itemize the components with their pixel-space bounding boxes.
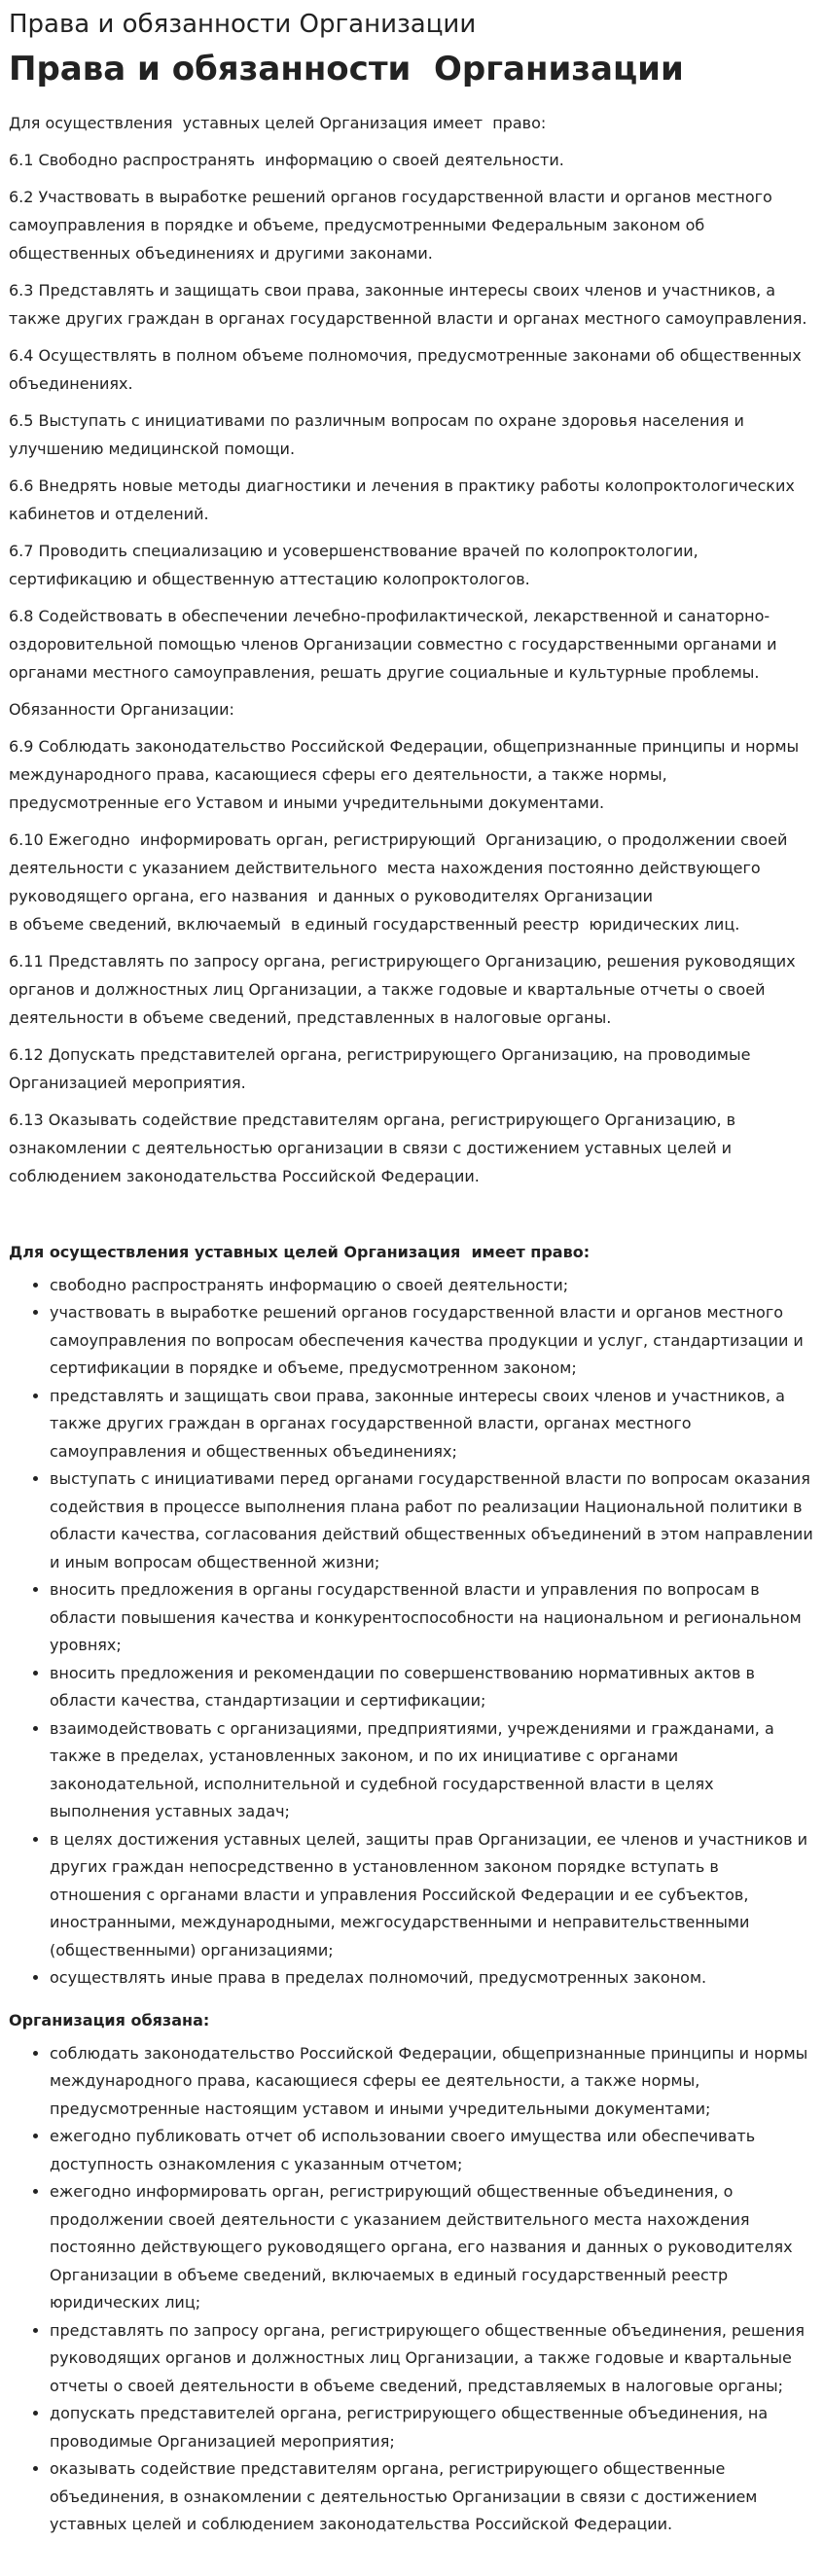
list-item: • представлять и защищать свои права, законные интересы своих членов и участников, а также других граждан в органах государственной власти, органах местного самоуправления и общественных объединениях; [50,1383,815,1466]
list-item: • ежегодно публиковать отчет об использовании своего имущества или обеспечивать доступность ознакомления с указанным отчетом; [50,2123,815,2178]
list-item: • допускать представителей органа, регистрирующего общественные объединения, на проводимые Организацией мероприятия; [50,2400,815,2455]
list-item: • представлять по запросу органа, регистрирующего общественные объединения, решения руководящих органов и должностных лиц Организации, а также годовые и квартальные отчеты о своей деятельности в объеме сведений, представляемых в налоговые органы; [50,2317,815,2401]
duties-heading: Организация обязана: [9,2010,210,2029]
list-item: • осуществлять иные права в пределах полномочий, предусмотренных законом. [50,1964,815,1993]
article-body [9,109,815,1190]
paragraph-6-13: 6.13 Оказывать содействие представителям органа, регистрирующего Организацию, в ознакомлении с деятельностью организации в связи с достижением уставных целей и соблюдением законодательства Российской Федерации. [9,1110,741,1185]
paragraph-6-4: 6.4 Осуществлять в полном объеме полномочия, предусмотренные законами об общественных объединениях. [9,345,806,393]
list-item: • вносить предложения и рекомендации по совершенствованию нормативных актов в области качества, стандартизации и сертификации; [50,1660,815,1715]
paragraph-6-6: 6.6 Внедрять новые методы диагностики и лечения в практику работы колопроктологических кабинетов и отделений. [9,476,800,523]
paragraph-6-2: 6.2 Участвовать в выработке решений органов государственной власти и органов местного самоуправления в порядке и объеме, предусмотренными Федеральным законом об общественных объединениях и другими законами. [9,187,777,263]
paragraph-6-7: 6.7 Проводить специализацию и усовершенствование врачей по колопроктологии, сертификацию и общественную аттестацию колопроктологов. [9,541,703,588]
rights-heading: Для осуществления уставных целей Организация имеет право: [9,1242,591,1261]
list-item: • взаимодействовать с организациями, предприятиями, учреждениями и гражданами, а также в пределах, установленных законом, и по их инициативе с органами законодательной, исполнительной и судебной государственной власти в целях выполнения уставных задач; [50,1715,815,1826]
paragraph-6-10: 6.10 Ежегодно информировать орган, регистрирующий Организацию, о продолжении своей деятельности с указанием действительного места нахождения постоянно действующего руководящего органа, его названия и данных о руководителях Организации в объеме сведений, включаемый в единый государственный реестр юридических лиц. [9,829,788,934]
section-spacer [9,1199,815,1238]
list-item: • в целях достижения уставных целей, защиты прав Организации, ее членов и участников и других граждан непосредственно в установленном законом порядке вступать в отношения с органами власти и управления Российской Федерации и ее субъектов, иностранными, международными, межгосударственными и неправительственными (общественными) организациями; [50,1826,815,1965]
paragraph-intro: Для осуществления уставных целей Организация имеет право: [9,113,547,132]
paragraph-6-3: 6.3 Представлять и защищать свои права, законные интересы своих членов и участников, а также других граждан в органах государственной власти и органах местного самоуправления. [9,280,807,328]
paragraph-6-9: 6.9 Соблюдать законодательство Российской Федерации, общепризнанные принципы и нормы международного права, касающиеся сферы его деятельности, а также нормы, предусмотренные его Уставом и иными учредительными документами. [9,736,805,812]
paragraph-6-5: 6.5 Выступать с инициативами по различным вопросам по охране здоровья населения и улучшению медицинской помощи. [9,410,749,458]
list-item: • выступать с инициативами перед органами государственной власти по вопросам оказания содействия в процессе выполнения плана работ по реализации Национальной политики в области качества, согласования действий общественных объединений в этом направлении и иным вопросам общественной жизни; [50,1465,815,1576]
list-item: • оказывать содействие представителям органа, регистрирующего общественные объединения, в ознакомлении с деятельностью Организации в связи с достижением уставных целей и соблюдением законодательства Российской Федерации. [50,2455,815,2539]
list-item: • ежегодно информировать орган, регистрирующий общественные объединения, о продолжении своей деятельности с указанием действительного места нахождения постоянно действующего руководящего органа, его названия и данных о руководителях Организации в объеме сведений, включаемых в единый государственный реестр юридических лиц; [50,2178,815,2317]
article-title: Права и обязанности Организации [9,50,684,89]
list-item: • вносить предложения в органы государственной власти и управления по вопросам в области повышения качества и конкурентоспособности на национальном и региональном уровнях; [50,1576,815,1660]
paragraph-6-1: 6.1 Свободно распространять информацию о своей деятельности. [9,150,564,169]
paragraph-6-12: 6.12 Допускать представителей органа, регистрирующего Организацию, на проводимые Организацией мероприятия. [9,1044,756,1092]
list-item: • участвовать в выработке решений органов государственной власти и органов местного самоуправления по вопросам обеспечения качества продукции и услуг, стандартизации и сертификации в порядке и объеме, предусмотренном законом; [50,1299,815,1383]
paragraph-6-11: 6.11 Представлять по запросу органа, регистрирующего Организацию, решения руководящих органов и должностных лиц Организации, а также годовые и квартальные отчеты о своей деятельности в объеме сведений, представленных в налоговые органы. [9,951,801,1027]
duties-list [9,2040,815,2539]
paragraph-6-8: 6.8 Содействовать в обеспечении лечебно-профилактической, лекарственной и санаторно-оздоровительной помощью членов Организации совместно с государственными органами и органами местного самоуправления, решать другие социальные и культурные проблемы. [9,606,782,682]
page-header: Права и обязанности Организации [9,10,477,39]
duties-section [9,2006,815,2539]
list-item: • свободно распространять информацию о своей деятельности; [50,1272,815,1300]
rights-list [9,1272,815,1993]
rights-section [9,1238,815,1993]
paragraph-duties-intro: Обязанности Организации: [9,699,234,719]
list-item: • соблюдать законодательство Российской Федерации, общепризнанные принципы и нормы международного права, касающиеся сферы ее деятельности, а также нормы, предусмотренные настоящим уставом и иными учредительными документами; [50,2040,815,2124]
